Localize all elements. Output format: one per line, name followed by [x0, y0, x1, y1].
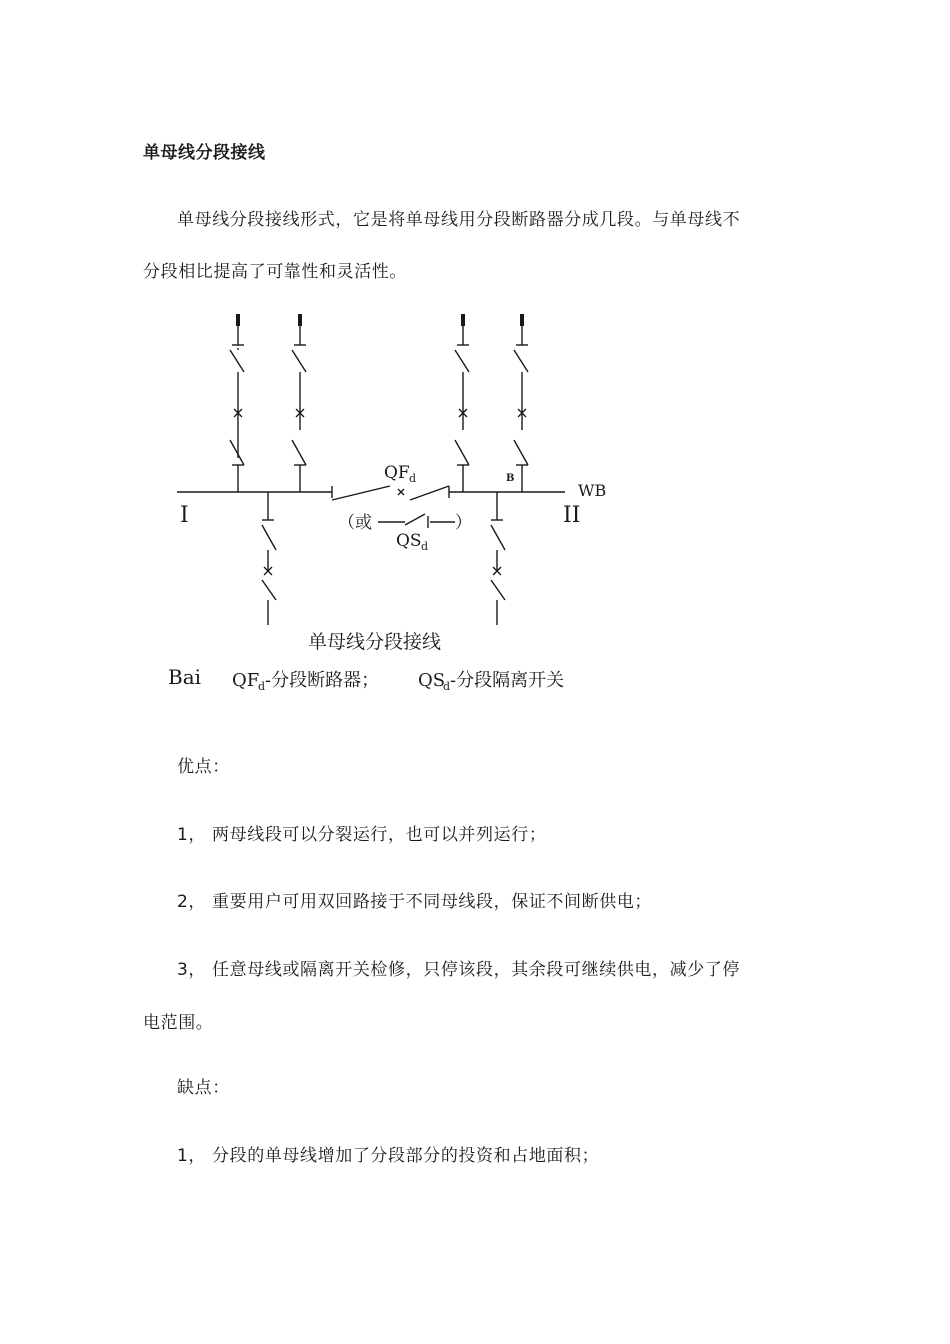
feeder-3 [455, 320, 469, 492]
advantages-title: 优点： [177, 757, 230, 777]
qs-label: QS [396, 531, 422, 551]
bus-1-label: I [180, 503, 189, 528]
feeder-lower-1 [262, 492, 276, 625]
single-bus-sectionalized-diagram [160, 300, 630, 700]
qf-label: QF [384, 463, 410, 483]
intro-line-2: 分段相比提高了可靠性和灵活性。 [143, 262, 407, 282]
caption-qf: QF [232, 670, 260, 691]
intro-line-1: 单母线分段接线形式，它是将单母线用分段断路器分成几段。与单母线不 [177, 210, 741, 230]
qs-subscript: d [421, 540, 429, 553]
bus-2-label: II [563, 503, 581, 528]
advantage-item-3: 3， 任意母线或隔离开关检修，只停该段，其余段可继续供电，减少了停 [177, 960, 741, 980]
caption-mid: -分段断路器； [265, 670, 380, 691]
caption-qf-sub: d [258, 680, 266, 693]
advantage-item-2: 2， 重要用户可用双回路接于不同母线段，保证不间断供电； [177, 892, 653, 912]
caption-qs-sub: d [443, 680, 451, 693]
feeder-1 [230, 320, 244, 492]
or-open-label: （或 [338, 513, 372, 533]
caption-qs: QS [418, 670, 446, 691]
advantage-item-3-continued: 电范围。 [143, 1013, 214, 1033]
baidu-watermark: Bai [168, 665, 202, 689]
disadvantage-item-1: 1， 分段的单母线增加了分段部分的投资和占地面积； [177, 1146, 600, 1166]
disadvantages-title: 缺点： [177, 1078, 230, 1098]
feeder-2 [292, 320, 306, 492]
qf-subscript: d [409, 472, 417, 485]
diagram-title: 单母线分段接线 [308, 631, 442, 653]
caption-end: -分段隔离开关 [450, 670, 565, 691]
feeder-lower-2 [491, 492, 505, 625]
section-heading: 单母线分段接线 [143, 143, 266, 163]
feeder-4 [514, 320, 528, 492]
wb-label: WB [578, 481, 607, 500]
advantage-item-1: 1， 两母线段可以分裂运行，也可以并列运行； [177, 825, 547, 845]
small-b-label: B [506, 473, 515, 484]
or-close-label: ） [455, 513, 472, 533]
